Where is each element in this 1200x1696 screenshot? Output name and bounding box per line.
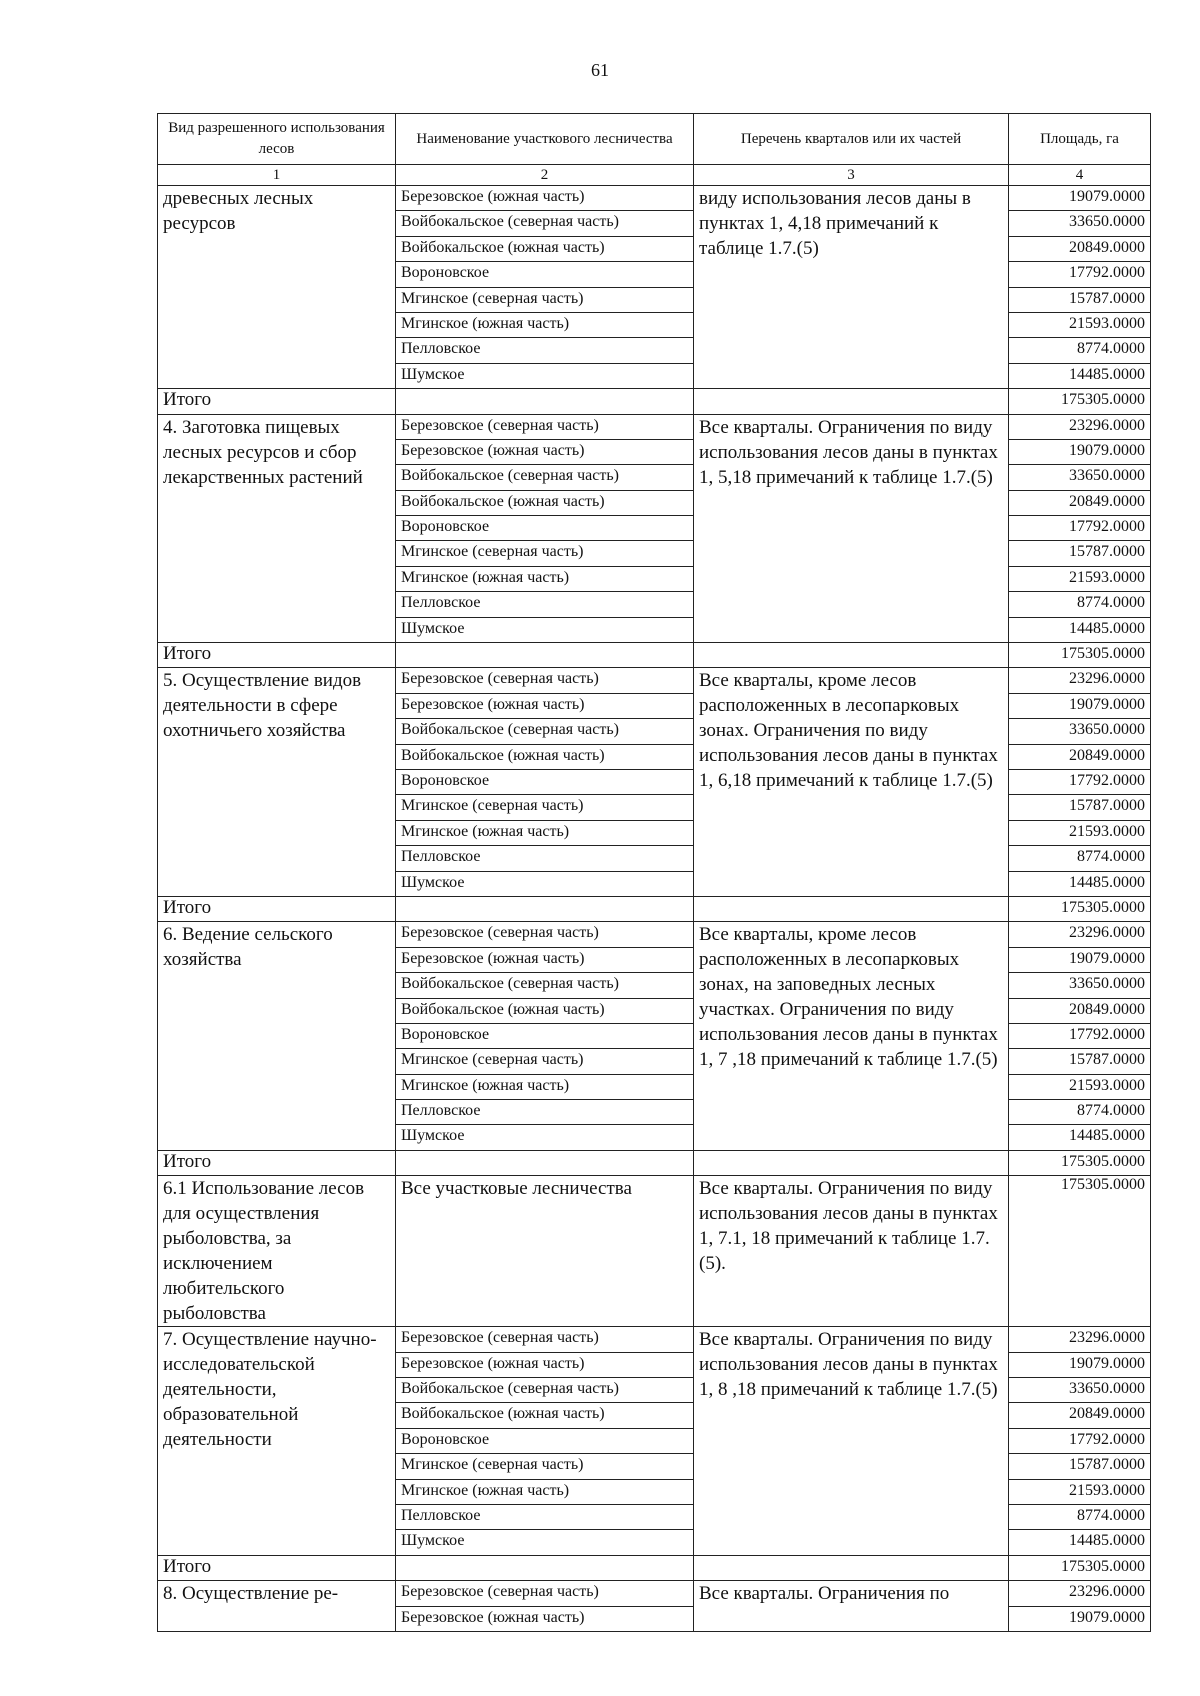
area-value: 8774.0000 [1009, 338, 1151, 363]
district-name: Войбокальское (северная часть) [396, 465, 694, 490]
use-type-cell: 5. Осуществление видов деятельности в сфере охотничьего хозяйства [158, 668, 396, 897]
area-value: 19079.0000 [1009, 186, 1151, 211]
quarters-cell: Все кварталы, кроме лесов расположенных в лесопарковых зонах. Ограничения по виду использования лесов даны в пунктах 1, 6,18 примечаний к таблице 1.7.(5) [694, 668, 1009, 897]
district-name: Вороновское [396, 1023, 694, 1048]
header-district: Наименование участкового лесничества [396, 114, 694, 165]
empty-cell [396, 896, 694, 921]
quarters-cell: виду использования лесов даны в пунктах 1, 4,18 примечаний к таблице 1.7.(5) [694, 186, 1009, 389]
empty-cell [694, 1555, 1009, 1580]
total-label: Итого [158, 643, 396, 668]
total-area: 175305.0000 [1009, 1555, 1151, 1580]
area-value: 21593.0000 [1009, 1479, 1151, 1504]
area-value: 33650.0000 [1009, 465, 1151, 490]
header-row [158, 114, 1151, 165]
area-value: 23296.0000 [1009, 1581, 1151, 1606]
column-number: 4 [1009, 165, 1151, 186]
empty-cell [694, 1150, 1009, 1175]
district-name: Шумское [396, 363, 694, 388]
area-value: 21593.0000 [1009, 1074, 1151, 1099]
total-row [158, 896, 1151, 921]
area-value: 14485.0000 [1009, 1530, 1151, 1555]
district-name: Мгинское (северная часть) [396, 287, 694, 312]
column-number: 2 [396, 165, 694, 186]
empty-cell [694, 896, 1009, 921]
district-name: Войбокальское (южная часть) [396, 490, 694, 515]
district-name: Пелловское [396, 846, 694, 871]
area-value: 15787.0000 [1009, 287, 1151, 312]
area-value: 23296.0000 [1009, 922, 1151, 947]
district-name: Березовское (северная часть) [396, 668, 694, 693]
column-number-row [158, 165, 1151, 186]
district-name: Мгинское (южная часть) [396, 1074, 694, 1099]
district-name: Войбокальское (северная часть) [396, 973, 694, 998]
district-name: Вороновское [396, 769, 694, 794]
area-value: 14485.0000 [1009, 871, 1151, 896]
use-type-cell: 7. Осуществление научно-исследовательской деятельности, образовательной деятельности [158, 1327, 396, 1556]
district-name: Вороновское [396, 516, 694, 541]
empty-cell [396, 1150, 694, 1175]
area-value: 21593.0000 [1009, 566, 1151, 591]
area-value: 19079.0000 [1009, 1352, 1151, 1377]
empty-cell [396, 643, 694, 668]
total-row [158, 1150, 1151, 1175]
district-name: Березовское (южная часть) [396, 186, 694, 211]
area-value: 8774.0000 [1009, 1100, 1151, 1125]
use-type-cell: 6.1 Использование лесов для осуществления рыболовства, за исключением любительского рыболовства [158, 1176, 396, 1327]
total-label: Итого [158, 1555, 396, 1580]
area-value: 20849.0000 [1009, 998, 1151, 1023]
district-name: Пелловское [396, 1100, 694, 1125]
header-quarters: Перечень кварталов или их частей [694, 114, 1009, 165]
area-value: 14485.0000 [1009, 617, 1151, 642]
table-row [158, 668, 1151, 693]
area-value: 15787.0000 [1009, 795, 1151, 820]
area-value: 33650.0000 [1009, 211, 1151, 236]
area-value: 21593.0000 [1009, 820, 1151, 845]
district-name: Все участковые лесничества [396, 1176, 694, 1327]
table-row [158, 1581, 1151, 1606]
district-name: Шумское [396, 1530, 694, 1555]
area-value: 23296.0000 [1009, 668, 1151, 693]
district-name: Шумское [396, 1125, 694, 1150]
area-value: 15787.0000 [1009, 1049, 1151, 1074]
district-name: Мгинское (северная часть) [396, 795, 694, 820]
district-name: Пелловское [396, 1504, 694, 1529]
area-value: 33650.0000 [1009, 973, 1151, 998]
total-area: 175305.0000 [1009, 1150, 1151, 1175]
district-name: Войбокальское (южная часть) [396, 236, 694, 261]
area-value: 17792.0000 [1009, 769, 1151, 794]
area-value: 19079.0000 [1009, 693, 1151, 718]
use-type-cell: 6. Ведение сельского хозяйства [158, 922, 396, 1151]
district-name: Войбокальское (северная часть) [396, 1378, 694, 1403]
district-name: Вороновское [396, 1428, 694, 1453]
table-row [158, 922, 1151, 947]
area-value: 15787.0000 [1009, 541, 1151, 566]
district-name: Мгинское (южная часть) [396, 820, 694, 845]
table-row [158, 414, 1151, 439]
area-value: 8774.0000 [1009, 846, 1151, 871]
use-type-cell: 8. Осуществление ре- [158, 1581, 396, 1632]
district-name: Березовское (южная часть) [396, 1606, 694, 1631]
district-name: Мгинское (южная часть) [396, 566, 694, 591]
district-name: Пелловское [396, 592, 694, 617]
header-use-type: Вид разрешенного использования лесов [158, 114, 396, 165]
district-name: Березовское (северная часть) [396, 1581, 694, 1606]
area-value: 14485.0000 [1009, 1125, 1151, 1150]
area-value: 175305.0000 [1009, 1176, 1151, 1327]
total-area: 175305.0000 [1009, 643, 1151, 668]
district-name: Березовское (северная часть) [396, 1327, 694, 1352]
total-label: Итого [158, 1150, 396, 1175]
district-name: Березовское (южная часть) [396, 439, 694, 464]
district-name: Шумское [396, 871, 694, 896]
area-value: 21593.0000 [1009, 312, 1151, 337]
use-type-cell: древесных лесных ресурсов [158, 186, 396, 389]
district-name: Мгинское (южная часть) [396, 312, 694, 337]
total-area: 175305.0000 [1009, 389, 1151, 414]
district-name: Мгинское (северная часть) [396, 1049, 694, 1074]
empty-cell [694, 389, 1009, 414]
district-name: Мгинское (южная часть) [396, 1479, 694, 1504]
district-name: Пелловское [396, 338, 694, 363]
district-name: Войбокальское (северная часть) [396, 211, 694, 236]
area-value: 17792.0000 [1009, 516, 1151, 541]
area-value: 33650.0000 [1009, 1378, 1151, 1403]
use-type-cell: 4. Заготовка пищевых лесных ресурсов и сбор лекарственных растений [158, 414, 396, 643]
quarters-cell: Все кварталы. Ограничения по виду использования лесов даны в пунктах 1, 7.1, 18 примечаний к таблице 1.7.(5). [694, 1176, 1009, 1327]
column-number: 1 [158, 165, 396, 186]
area-value: 14485.0000 [1009, 363, 1151, 388]
area-value: 23296.0000 [1009, 414, 1151, 439]
area-value: 17792.0000 [1009, 1428, 1151, 1453]
district-name: Березовское (северная часть) [396, 922, 694, 947]
area-value: 17792.0000 [1009, 1023, 1151, 1048]
area-value: 19079.0000 [1009, 1606, 1151, 1631]
district-name: Вороновское [396, 262, 694, 287]
total-row [158, 389, 1151, 414]
area-value: 20849.0000 [1009, 236, 1151, 261]
page-number: 61 [591, 60, 609, 80]
district-name: Березовское (южная часть) [396, 1352, 694, 1377]
area-value: 23296.0000 [1009, 1327, 1151, 1352]
total-area: 175305.0000 [1009, 896, 1151, 921]
empty-cell [694, 643, 1009, 668]
area-value: 15787.0000 [1009, 1454, 1151, 1479]
area-value: 20849.0000 [1009, 490, 1151, 515]
quarters-cell: Все кварталы. Ограничения по [694, 1581, 1009, 1632]
total-row [158, 643, 1151, 668]
district-name: Шумское [396, 617, 694, 642]
empty-cell [396, 1555, 694, 1580]
area-value: 19079.0000 [1009, 947, 1151, 972]
area-value: 8774.0000 [1009, 592, 1151, 617]
area-value: 8774.0000 [1009, 1504, 1151, 1529]
district-name: Березовское (северная часть) [396, 414, 694, 439]
district-name: Мгинское (северная часть) [396, 1454, 694, 1479]
forest-use-table [157, 113, 1151, 1632]
district-name: Войбокальское (северная часть) [396, 719, 694, 744]
column-number: 3 [694, 165, 1009, 186]
quarters-cell: Все кварталы. Ограничения по виду использования лесов даны в пунктах 1, 5,18 примечаний к таблице 1.7.(5) [694, 414, 1009, 643]
total-label: Итого [158, 896, 396, 921]
total-label: Итого [158, 389, 396, 414]
empty-cell [396, 389, 694, 414]
district-name: Мгинское (северная часть) [396, 541, 694, 566]
quarters-cell: Все кварталы. Ограничения по виду использования лесов даны в пунктах 1, 8 ,18 примечаний к таблице 1.7.(5) [694, 1327, 1009, 1556]
area-value: 20849.0000 [1009, 744, 1151, 769]
total-row [158, 1555, 1151, 1580]
table-row [158, 1327, 1151, 1352]
district-name: Войбокальское (южная часть) [396, 1403, 694, 1428]
district-name: Войбокальское (южная часть) [396, 998, 694, 1023]
area-value: 17792.0000 [1009, 262, 1151, 287]
area-value: 33650.0000 [1009, 719, 1151, 744]
district-name: Березовское (южная часть) [396, 693, 694, 718]
district-name: Березовское (южная часть) [396, 947, 694, 972]
header-area: Площадь, га [1009, 114, 1151, 165]
area-value: 19079.0000 [1009, 439, 1151, 464]
quarters-cell: Все кварталы, кроме лесов расположенных в лесопарковых зонах, на заповедных лесных участках. Ограничения по виду использования лесов даны в пунктах 1, 7 ,18 примечаний к таблице 1.7.(5) [694, 922, 1009, 1151]
district-name: Войбокальское (южная часть) [396, 744, 694, 769]
table-row [158, 186, 1151, 211]
table-row [158, 1176, 1151, 1327]
area-value: 20849.0000 [1009, 1403, 1151, 1428]
